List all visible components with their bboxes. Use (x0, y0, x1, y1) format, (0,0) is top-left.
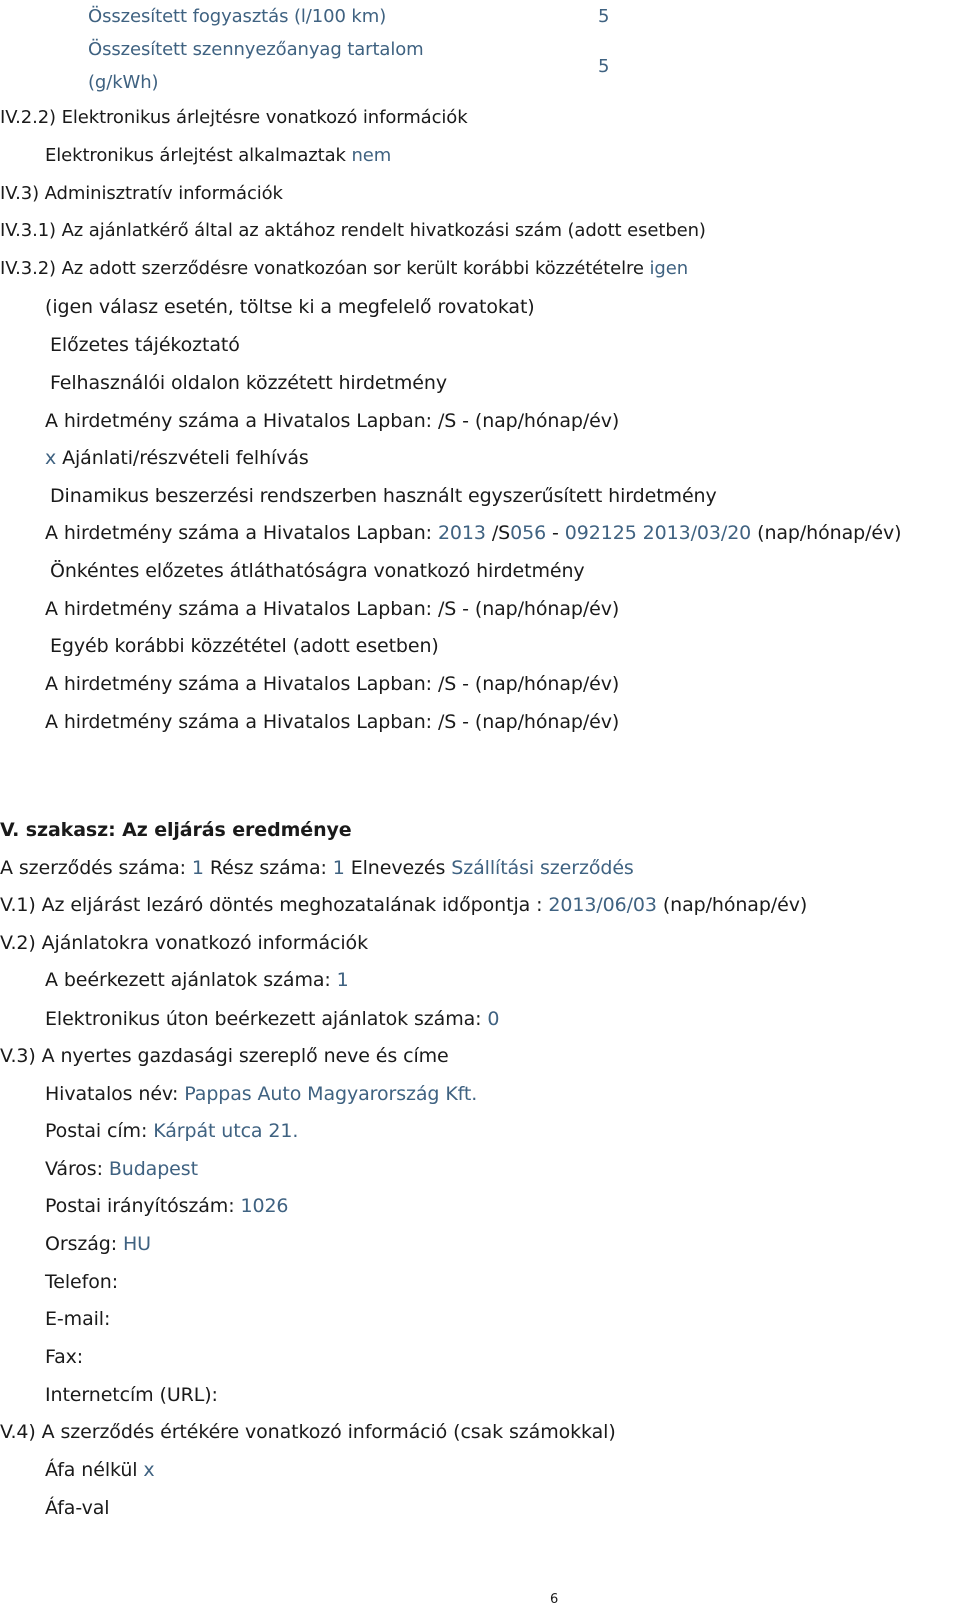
city-row (45, 1157, 198, 1181)
oj-number-row-2 (45, 521, 901, 545)
transparency-notice: Önkéntes előzetes átláthatóságra vonatkozó hirdetmény (50, 560, 585, 582)
oj-date-unit: (nap/hónap/év) (474, 598, 620, 620)
decision-date-row (0, 893, 807, 917)
tenders-heading: V.2) Ajánlatokra vonatkozó információk (0, 932, 368, 954)
oj-dash: - (462, 673, 469, 695)
country-row (45, 1232, 151, 1256)
postal-address-value: Kárpát utca 21. (153, 1120, 299, 1142)
oj-date-unit: (nap/hónap/év) (474, 711, 620, 733)
oj-number-row-3 (45, 597, 619, 621)
oj-s-label: /S (437, 410, 457, 432)
e-auction-heading: IV.2.2) Elektronikus árlejtésre vonatkozó információk (0, 107, 468, 128)
oj-number-row-4 (45, 672, 619, 696)
prior-information-notice: Előzetes tájékoztató (50, 334, 240, 356)
pollutant-value: 5 (598, 56, 610, 77)
postal-code-label: Postai irányítószám: (45, 1195, 235, 1217)
tenders-electronic-value: 0 (487, 1008, 500, 1030)
oj-s-label: /S (491, 522, 511, 544)
postal-code-value: 1026 (240, 1195, 289, 1217)
buyer-profile-notice: Felhasználói oldalon közzétett hirdetmény (50, 372, 447, 394)
postal-address-label: Postai cím: (45, 1120, 148, 1142)
phone-label: Telefon: (45, 1271, 118, 1293)
oj-date-unit: (nap/hónap/év) (757, 522, 902, 544)
excl-vat-label: Áfa nélkül (45, 1459, 138, 1481)
tenders-electronic-row (45, 1007, 499, 1031)
dps-notice: Dinamikus beszerzési rendszerben használt egyszerűsített hirdetmény (50, 485, 717, 507)
oj-date-unit: (nap/hónap/év) (474, 410, 620, 432)
contract-value-heading: V.4) A szerződés értékére vonatkozó információ (csak számokkal) (0, 1421, 616, 1443)
tenders-received-value: 1 (336, 969, 349, 991)
oj-s-label: /S (437, 598, 457, 620)
oj-date-unit: (nap/hónap/év) (474, 673, 620, 695)
oj-number-label: A hirdetmény száma a Hivatalos Lapban: (45, 673, 432, 695)
oj-date: 2013/03/20 (642, 522, 752, 544)
city-label: Város: (45, 1158, 103, 1180)
decision-date-label: V.1) Az eljárást lezáró döntés meghozatalának időpontja : (0, 894, 543, 916)
page-number: 6 (550, 1592, 559, 1607)
previous-publication-label: IV.3.2) Az adott szerződésre vonatkozóan sor került korábbi közzétételre (0, 258, 644, 279)
excl-vat-row (45, 1458, 155, 1482)
oj-dash: - (462, 410, 469, 432)
official-name-row (45, 1082, 477, 1106)
oj-number-label: A hirdetmény száma a Hivatalos Lapban: (45, 598, 432, 620)
lot-number: 1 (332, 857, 345, 879)
lot-number-label: Rész száma: (209, 857, 327, 879)
e-auction-label: Elektronikus árlejtést alkalmaztak (45, 145, 346, 166)
oj-number-label: A hirdetmény száma a Hivatalos Lapban: (45, 522, 432, 544)
country-value: HU (123, 1233, 151, 1255)
admin-info-heading: IV.3) Adminisztratív információk (0, 183, 283, 204)
winner-heading: V.3) A nyertes gazdasági szereplő neve és címe (0, 1045, 449, 1067)
oj-notice-number: 092125 (564, 522, 637, 544)
contract-identification-row (0, 856, 634, 880)
contract-name-label: Elnevezés (350, 857, 446, 879)
excl-vat-mark: x (143, 1459, 155, 1481)
contract-number-label: A szerződés száma: (0, 857, 186, 879)
reference-number-heading: IV.3.1) Az ajánlatkérő által az aktához rendelt hivatkozási szám (adott esetben) (0, 220, 706, 241)
oj-number-row-1 (45, 409, 619, 433)
oj-dash: - (462, 711, 469, 733)
e-auction-row (45, 144, 391, 168)
official-name-value: Pappas Auto Magyarország Kft. (184, 1083, 478, 1105)
section-v-title: V. szakasz: Az eljárás eredménye (0, 819, 352, 841)
decision-date: 2013/06/03 (548, 894, 657, 916)
oj-number-label: A hirdetmény száma a Hivatalos Lapban: (45, 711, 432, 733)
oj-s-number: 056 (510, 522, 547, 544)
incl-vat-label: Áfa-val (45, 1497, 110, 1519)
postal-code-row (45, 1194, 288, 1218)
postal-address-row (45, 1119, 298, 1143)
oj-number-row-5 (45, 710, 619, 734)
tenders-electronic-label: Elektronikus úton beérkezett ajánlatok száma: (45, 1008, 482, 1030)
oj-dash: - (462, 598, 469, 620)
pollutant-label-line2: (g/kWh) (88, 72, 159, 93)
oj-number-label: A hirdetmény száma a Hivatalos Lapban: (45, 410, 432, 432)
city-value: Budapest (108, 1158, 198, 1180)
other-publication: Egyéb korábbi közzététel (adott esetben) (50, 635, 439, 657)
decision-date-unit: (nap/hónap/év) (662, 894, 808, 916)
contract-number: 1 (191, 857, 204, 879)
country-label: Ország: (45, 1233, 118, 1255)
tenders-received-row (45, 968, 349, 992)
fuel-consumption-value: 5 (598, 6, 610, 27)
oj-s-label: /S (437, 711, 457, 733)
oj-s-label: /S (437, 673, 457, 695)
fax-label: Fax: (45, 1346, 84, 1368)
tenders-received-label: A beérkezett ajánlatok száma: (45, 969, 331, 991)
contract-name: Szállítási szerződés (451, 857, 634, 879)
contract-notice-row (45, 446, 309, 470)
oj-dash: - (552, 522, 559, 544)
e-auction-value: nem (351, 145, 392, 166)
contract-notice-mark: x (45, 447, 57, 469)
official-name-label: Hivatalos név: (45, 1083, 179, 1105)
oj-year: 2013 (437, 522, 486, 544)
previous-publication-value: igen (649, 258, 689, 279)
url-label: Internetcím (URL): (45, 1384, 218, 1406)
fuel-consumption-label: Összesített fogyasztás (l/100 km) (88, 6, 387, 27)
email-label: E-mail: (45, 1308, 111, 1330)
previous-publication-row (0, 257, 688, 281)
contract-notice-label: Ajánlati/részvételi felhívás (62, 447, 309, 469)
pollutant-label-line1: Összesített szennyezőanyag tartalom (88, 39, 424, 60)
fill-instruction: (igen válasz esetén, töltse ki a megfelelő rovatokat) (45, 296, 535, 318)
